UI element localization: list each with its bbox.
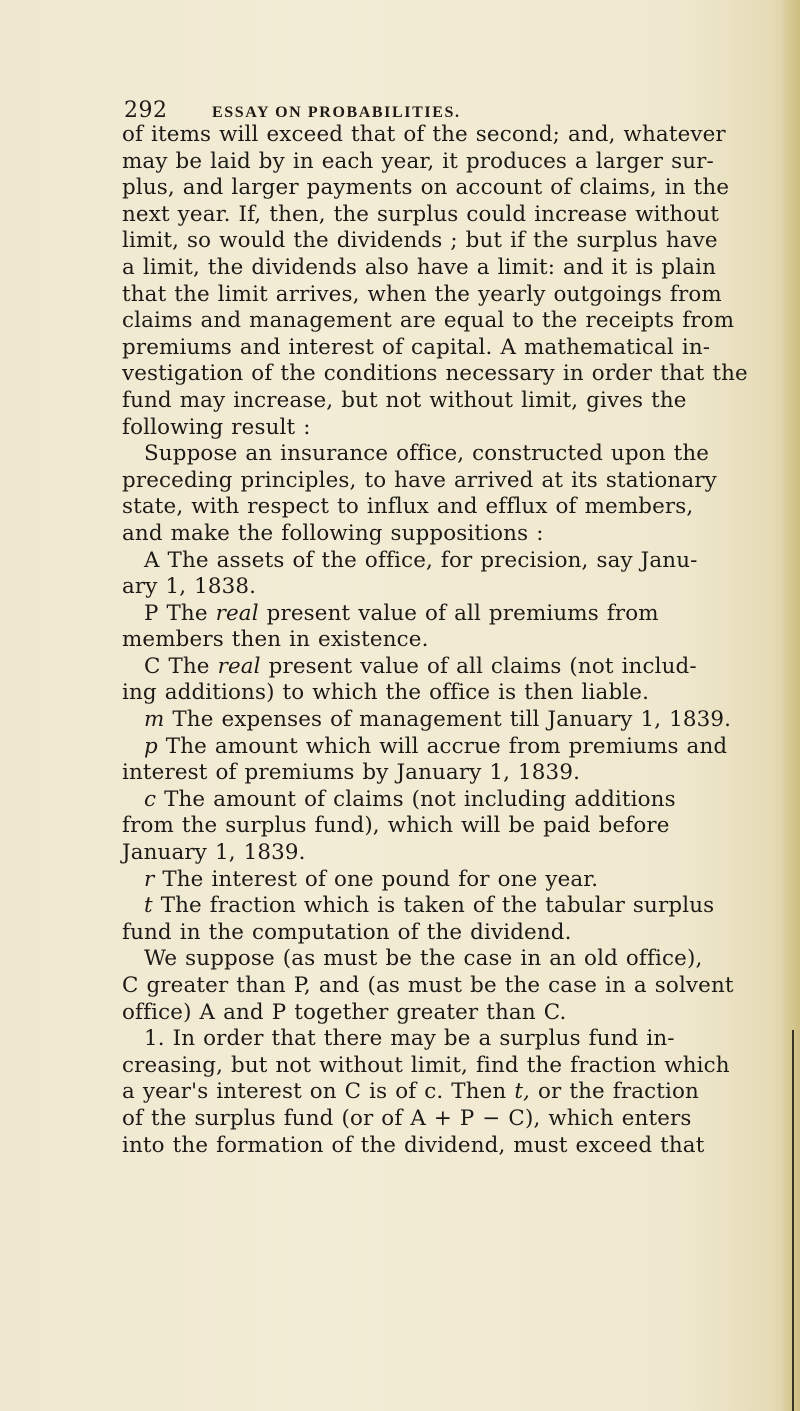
text-line: ing additions) to which the office is then liable. — [122, 680, 650, 706]
page-header — [0, 0, 800, 140]
text-line: preceding principles, to have arrived at its stationary — [122, 467, 717, 493]
text-line: Suppose an insurance office, constructed upon the — [144, 441, 710, 467]
text-line: t The fraction which is taken of the tabular surplus — [144, 893, 715, 919]
text-line: C The real present value of all claims (not includ- — [144, 653, 697, 679]
text-line: of items will exceed that of the second; and, whatever — [122, 122, 726, 147]
running-title: ESSAY ON PROBABILITIES. — [212, 104, 461, 121]
text-line: ary 1, 1838. — [122, 574, 257, 600]
text-line: from the surplus fund), which will be paid before — [122, 813, 670, 839]
text-line: A The assets of the office, for precision, say Janu- — [144, 547, 698, 573]
text-line: claims and management are equal to the receipts from — [122, 308, 735, 334]
text-line: premiums and interest of capital. A mathematical in- — [122, 334, 711, 360]
text-line: vestigation of the conditions necessary in order that the — [122, 361, 748, 387]
text-line: limit, so would the dividends ; but if the surplus have — [122, 228, 718, 254]
text-line: c The amount of claims (not including additions — [144, 786, 676, 812]
text-line: next year. If, then, the surplus could increase without — [122, 201, 720, 227]
text-line: r The interest of one pound for one year. — [144, 866, 599, 892]
text-line: C greater than P, and (as must be the case in a solvent — [122, 973, 734, 998]
text-line: a limit, the dividends also have a limit: and it is plain — [122, 254, 717, 280]
text-line: interest of premiums by January 1, 1839. — [122, 760, 581, 786]
text-line: state, with respect to influx and efflux of members, — [122, 494, 694, 520]
text-line: P The real present value of all premiums from — [144, 600, 659, 626]
text-line: p The amount which will accrue from premiums and — [144, 733, 728, 759]
text-line: following result : — [122, 414, 311, 440]
text-line: fund may increase, but not without limit, gives the — [122, 387, 687, 413]
text-line: fund in the computation of the dividend. — [122, 919, 572, 945]
text-line: m The expenses of management till January 1, 1839. — [144, 707, 732, 733]
text-line: office) A and P together greater than C. — [122, 999, 567, 1025]
text-line: We suppose (as must be the case in an old office), — [144, 946, 703, 972]
binding-edge-line — [792, 1030, 794, 1411]
text-line: 1. In order that there may be a surplus fund in- — [144, 1026, 675, 1052]
text-line: creasing, but not without limit, find the fraction which — [122, 1052, 730, 1078]
text-line: January 1, 1839. — [122, 840, 306, 866]
text-line: members then in existence. — [122, 627, 429, 653]
text-line: that the limit arrives, when the yearly outgoings from — [122, 281, 722, 307]
page-number: 292 — [124, 98, 168, 123]
text-line: into the formation of the dividend, must exceed that — [122, 1132, 705, 1158]
text-line: of the surplus fund (or of A + P − C), which enters — [122, 1105, 692, 1131]
body-text — [122, 122, 780, 1159]
text-line: plus, and larger payments on account of claims, in the — [122, 175, 730, 201]
text-line: a year's interest on C is of c. Then t, or the fraction — [122, 1079, 699, 1105]
text-line: may be laid by in each year, it produces a larger sur- — [122, 148, 714, 174]
text-line: and make the following suppositions : — [122, 520, 544, 546]
page-edge-shadow — [782, 0, 800, 1411]
